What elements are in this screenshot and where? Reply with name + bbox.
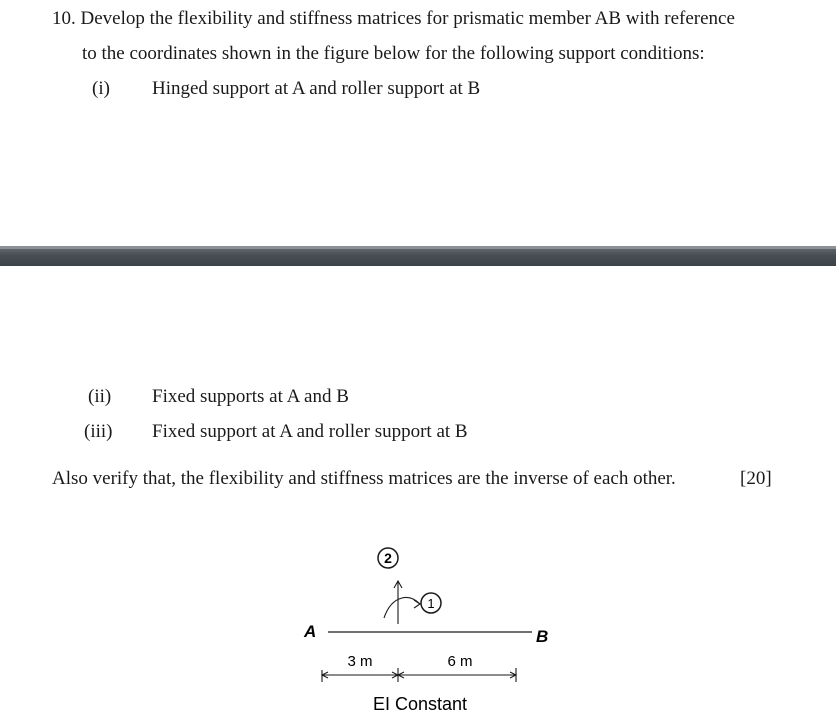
point-b-label: B: [536, 627, 549, 646]
question-line-2: to the coordinates shown in the figure below for the following support conditions:: [82, 43, 705, 64]
beam-property-caption: EI Constant: [372, 694, 468, 714]
condition-1-text: Hinged support at A and roller support at B: [152, 78, 481, 99]
coordinate-1-label: 1: [427, 596, 435, 611]
condition-1-numeral: (i): [92, 78, 110, 99]
dimension-right-label: 6 m: [447, 653, 473, 670]
question-line-1: 10. Develop the flexibility and stiffness matrices for prismatic member AB with reference: [52, 8, 735, 29]
dimension-left-label: 3 m: [347, 653, 373, 670]
verify-statement: Also verify that, the flexibility and stiffness matrices are the inverse of each other.: [52, 468, 676, 489]
beam-figure: [280, 520, 560, 720]
coordinate-2-label: 2: [384, 550, 392, 566]
condition-2-text: Fixed supports at A and B: [152, 386, 349, 407]
marks-label: [20]: [740, 468, 772, 489]
condition-2-numeral: (ii): [88, 386, 112, 407]
condition-3-text: Fixed support at A and roller support at B: [152, 421, 468, 442]
point-a-label: A: [304, 622, 317, 641]
condition-3-numeral: (iii): [84, 421, 113, 442]
page-divider: [0, 246, 836, 266]
